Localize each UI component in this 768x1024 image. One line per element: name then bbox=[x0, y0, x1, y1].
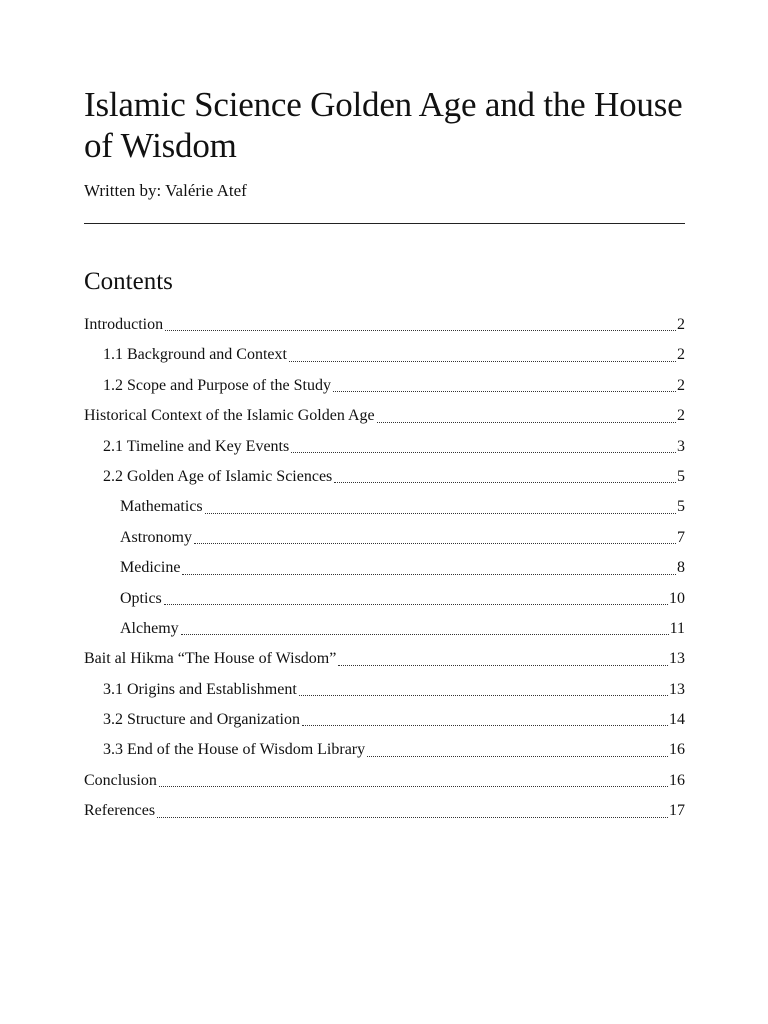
toc-entry-label: Optics bbox=[120, 589, 162, 607]
toc-entry-label: 3.3 End of the House of Wisdom Library bbox=[103, 741, 366, 759]
toc-entry-references[interactable] bbox=[84, 796, 685, 826]
toc-page-number: 2 bbox=[677, 376, 685, 394]
toc-entry-mathematics[interactable] bbox=[84, 492, 685, 522]
toc-entry-label: 2.2 Golden Age of Islamic Sciences bbox=[103, 467, 333, 485]
toc-dot-leader bbox=[291, 451, 676, 453]
toc-entry-label: Mathematics bbox=[120, 498, 203, 516]
toc-dot-leader bbox=[338, 664, 668, 666]
toc-entry-end-of-library[interactable] bbox=[84, 735, 685, 765]
toc-page-number: 7 bbox=[677, 528, 685, 546]
toc-entry-conclusion[interactable] bbox=[84, 766, 685, 796]
toc-entry-label: Alchemy bbox=[120, 619, 179, 637]
toc-page-number: 13 bbox=[669, 650, 685, 668]
toc-entry-label: 3.2 Structure and Organization bbox=[103, 711, 300, 729]
toc-page-number: 5 bbox=[677, 498, 685, 516]
toc-page-number: 14 bbox=[669, 711, 685, 729]
toc-page-number: 2 bbox=[677, 346, 685, 364]
toc-dot-leader bbox=[299, 694, 668, 696]
toc-entry-label: 1.2 Scope and Purpose of the Study bbox=[103, 376, 331, 394]
toc-dot-leader bbox=[159, 785, 668, 787]
toc-entry-label: 1.1 Background and Context bbox=[103, 346, 287, 364]
toc-entry-medicine[interactable] bbox=[84, 553, 685, 583]
toc-page-number: 11 bbox=[669, 619, 685, 637]
toc-dot-leader bbox=[181, 633, 669, 635]
toc-entry-background-and-context[interactable] bbox=[84, 340, 685, 370]
toc-entry-label: Bait al Hikma “The House of Wisdom” bbox=[84, 650, 337, 668]
toc-entry-timeline-and-key-events[interactable] bbox=[84, 432, 685, 462]
toc-entry-label: Historical Context of the Islamic Golden Age bbox=[84, 407, 375, 425]
toc-entry-bait-al-hikma[interactable] bbox=[84, 644, 685, 674]
toc-page-number: 17 bbox=[669, 802, 685, 820]
toc-dot-leader bbox=[289, 360, 676, 362]
toc-dot-leader bbox=[377, 421, 676, 423]
toc-dot-leader bbox=[165, 329, 676, 331]
toc-entry-structure-and-organization[interactable] bbox=[84, 705, 685, 735]
toc-entry-golden-age-sciences[interactable] bbox=[84, 462, 685, 492]
toc-page-number: 8 bbox=[677, 559, 685, 577]
toc-entry-label: Conclusion bbox=[84, 771, 157, 789]
toc-entry-label: Medicine bbox=[120, 559, 181, 577]
toc-entry-label: Astronomy bbox=[120, 528, 192, 546]
toc-entry-scope-and-purpose[interactable] bbox=[84, 371, 685, 401]
toc-dot-leader bbox=[334, 481, 676, 483]
toc-page-number: 2 bbox=[677, 407, 685, 425]
toc-entry-label: 2.1 Timeline and Key Events bbox=[103, 437, 290, 455]
toc-dot-leader bbox=[302, 724, 668, 726]
contents-heading: Contents bbox=[84, 268, 173, 295]
toc-dot-leader bbox=[182, 573, 676, 575]
toc-page-number: 5 bbox=[677, 467, 685, 485]
toc-entry-label: 3.1 Origins and Establishment bbox=[103, 680, 297, 698]
toc-page-number: 2 bbox=[677, 316, 685, 333]
toc-dot-leader bbox=[205, 512, 676, 514]
toc-page-number: 13 bbox=[669, 680, 685, 698]
toc-dot-leader bbox=[367, 755, 668, 757]
toc-entry-label: Introduction bbox=[84, 316, 164, 333]
toc-entry-label: References bbox=[84, 802, 156, 820]
toc-page-number: 3 bbox=[677, 437, 685, 455]
title-divider bbox=[84, 223, 685, 224]
toc-dot-leader bbox=[157, 816, 668, 818]
table-of-contents bbox=[84, 310, 685, 827]
toc-entry-introduction[interactable] bbox=[84, 310, 685, 340]
toc-dot-leader bbox=[194, 542, 676, 544]
toc-page-number: 16 bbox=[669, 741, 685, 759]
toc-dot-leader bbox=[333, 390, 676, 392]
toc-entry-alchemy[interactable] bbox=[84, 614, 685, 644]
toc-entry-optics[interactable] bbox=[84, 584, 685, 614]
toc-entry-astronomy[interactable] bbox=[84, 523, 685, 553]
toc-page-number: 16 bbox=[669, 771, 685, 789]
document-title: Islamic Science Golden Age and the House of Wisdom bbox=[84, 85, 683, 165]
toc-dot-leader bbox=[164, 603, 668, 605]
toc-entry-historical-context[interactable] bbox=[84, 401, 685, 431]
author-byline: Written by: Valérie Atef bbox=[84, 181, 247, 200]
toc-page-number: 10 bbox=[669, 589, 685, 607]
toc-entry-origins-and-establishment[interactable] bbox=[84, 675, 685, 705]
